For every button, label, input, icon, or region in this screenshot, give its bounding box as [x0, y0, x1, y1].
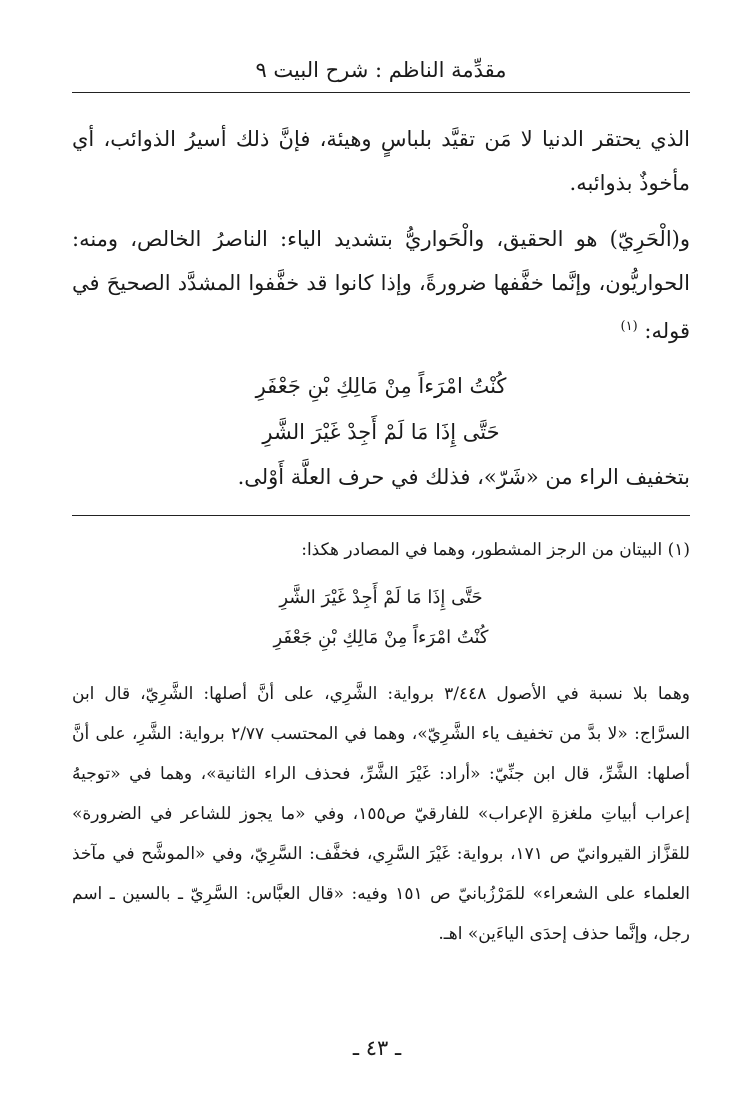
page-number: ـ ٤٣ ـ: [352, 1036, 402, 1060]
paragraph-2-text: و(الْحَرِيّ) هو الحقيق، والْحَواريُّ بتشديد الياء: الناصرُ الخالص، ومنه: الحواريُّون، وإنَّما خفَّفها ضرورةً، وإذا كانوا قد خفَّفوا المشدَّد الصحيحَ في قوله:: [72, 227, 690, 343]
footnote-verse-line-2: كُنْتُ امْرَءاً مِنْ مَالِكِ بْنِ جَعْفَرِ: [273, 627, 489, 648]
verse-line-2: حَتَّى إِذَا مَا لَمْ أَجِدْ غَيْرَ الشَّرِ: [262, 420, 500, 444]
page: [72, 52, 690, 954]
paragraph-2: [72, 217, 690, 353]
paragraph-3: بتخفيف الراء من «شَرّ»، فذلك في حرف العلَّة أَوْلى.: [237, 465, 690, 489]
footnote-verse-line-1: حَتَّى إِذَا مَا لَمْ أَجِدْ غَيْرَ الشَّرِ: [279, 587, 483, 608]
footnote-intro: (١) البيتان من الرجز المشطور، وهما في المصادر هكذا:: [301, 540, 690, 560]
footnote-rule: [72, 515, 690, 516]
header-rule: [72, 92, 690, 93]
verse-line-1: كُنْتُ امْرَءاً مِنْ مَالِكِ بْنِ جَعْفَرِ: [255, 374, 507, 398]
footnote-reference: (١): [620, 319, 638, 334]
footnote-verse-block: [72, 578, 690, 658]
running-head: مقدِّمة الناظم : شرح البيت ٩: [255, 58, 507, 82]
footnote-body: وهما بلا نسبة في الأصول ٣/٤٤٨ برواية: الشَّرِي، على أنَّ أصلها: الشَّرِيّ، قال ابن السرَّاج: «لا بدَّ من تخفيف ياء الشَّرِيّ»، وهما في المحتسب ٢/٧٧ برواية: الشَّرِ، على أنَّ أصلها: الشَّرِّ، قال ابن جنِّيّ: «أراد: غَيْرَ الشَّرِّ، فحذف الراء الثانية»، وهما في «توجيهُ إعراب أبياتِ ملغزةِ الإعراب» للفارقيّ ص١٥٥، وفي «ما يجوز للشاعر في الضرورة» للقزَّاز القيروانيّ ص ١٧١، برواية: غَيْرَ السَّرِي، فخفَّف: السَّرِيّ، وفي «الموشَّح في مآخذ العلماء على الشعراء» للمَرْزُبانيّ ص ١٥١ وفيه: «قال العبَّاس: السَّرِيّ ـ بالسين ـ اسم رجل، وإنَّما حذف إحدَى الياءَين» اهـ.: [72, 684, 690, 944]
paragraph-1: الذي يحتقر الدنيا لا مَن تقيَّد بلباسٍ وهيئة، فإنَّ ذلك أسيرُ الذوائب، أي مأخوذٌ بذوائبه.: [72, 127, 690, 195]
verse-block: [72, 363, 690, 455]
